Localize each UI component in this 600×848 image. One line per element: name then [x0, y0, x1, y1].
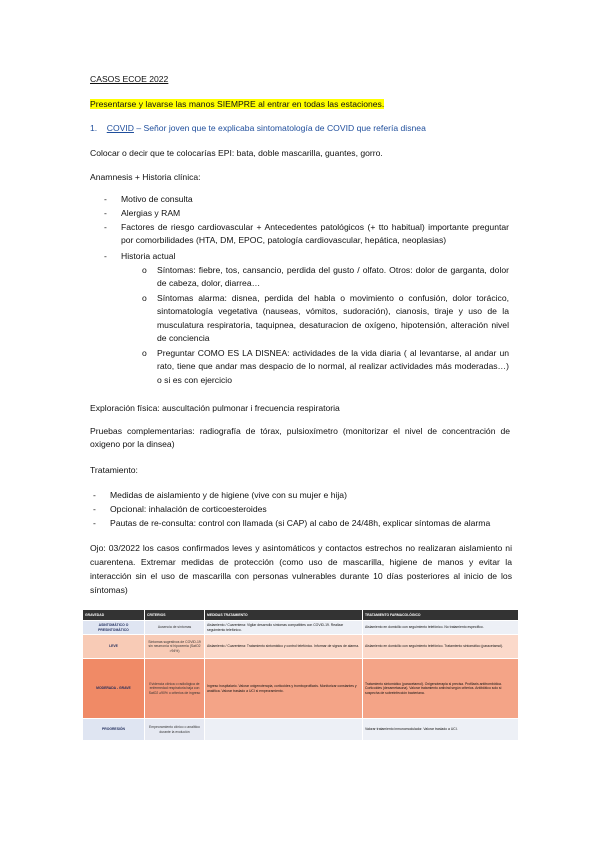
criteria-cell: Síntomas sugestivos de COVID-19 sin neumonía ni hipoxemia (SatO2 >94%)	[145, 635, 205, 659]
table-row	[83, 621, 519, 635]
anamnesis-item: Alergias y RAM	[121, 208, 181, 218]
criteria-cell: Ausencia de síntomas	[145, 621, 205, 635]
tratamiento-item: Pautas de re-consulta: control con llamada (si CAP) al cabo de 24/48h, explicar síntomas de alarma	[110, 518, 491, 528]
pharma-cell: Tratamiento sintomático (paracetamol). Oxigenoterapia si precisa. Profilaxis antitrombótica. Corticoides (dexametasona). Valorar tratamiento antiviral según criterios. Antibiótico solo si sospecha de sobreinfección bacteriana.	[363, 659, 519, 719]
historia-subitem: Síntomas: fiebre, tos, cansancio, perdida del gusto / olfato. Otros: dolor de garganta, dolor de cabeza, dolor, diarrea…	[157, 265, 509, 289]
criteria-cell: Evidencia clínica o radiológica de enfermedad respiratoria baja con SatO2 ≥90% o criterios de ingreso	[145, 659, 205, 719]
table-header-cell: MEDIDAS TRATAMIENTO	[205, 610, 363, 621]
circle-bullet: o	[142, 265, 147, 275]
tratamiento-item: Medidas de aislamiento y de higiene (vive con su mujer e hija)	[110, 490, 347, 500]
intro-line	[90, 98, 384, 111]
doc-title: CASOS ECOE 2022	[90, 74, 169, 84]
severity-cell: LEVE	[83, 635, 145, 659]
anamnesis-item: Motivo de consulta	[121, 194, 193, 204]
severity-cell: MODERADA - GRAVE	[83, 659, 145, 719]
severity-cell: ASINTOMÁTICO O PRESINTOMÁTICO	[83, 621, 145, 635]
table-header-cell: TRATAMIENTO FARMACOLÓGICO	[363, 610, 519, 621]
case-name: COVID	[106, 123, 134, 133]
epi-line: Colocar o decir que te colocarías EPI: bata, doble mascarilla, guantes, gorro.	[90, 148, 383, 158]
dash-bullet: -	[93, 504, 96, 514]
exploracion-line: Exploración física: auscultación pulmonar i frecuencia respiratoria	[90, 403, 340, 413]
dash-bullet: -	[104, 222, 107, 232]
measures-cell: Aislamiento / Cuarentena: Tratamiento sintomático y control telefónico. Informar de signos de alarma.	[205, 635, 363, 659]
table-header-cell: GRAVEDAD	[83, 610, 145, 621]
dash-bullet: -	[104, 251, 107, 261]
table-row	[83, 659, 519, 719]
case-number: 1.	[90, 123, 98, 133]
pharma-cell: Aislamiento en domicilio con seguimiento telefónico. Tratamiento sintomático (paracetamol).	[363, 635, 519, 659]
table-header-cell: CRITERIOS	[145, 610, 205, 621]
circle-bullet: o	[142, 348, 147, 358]
historia-subitem: Síntomas alarma: disnea, perdida del habla o movimiento o confusión, dolor torácico, sintomatología vegetativa (nauseas, vómitos, sudoración), cianosis, tiraje y uso de la musculatura respiratoria, taquipnea, desaturacion de oxígeno, hipotensión, alteración nivel de conciencia	[157, 293, 509, 343]
measures-cell: Ingreso hospitalario. Valorar oxigenoterapia, corticoides y tromboprofilaxis. Monitorizar constantes y analítica. Valorar traslado a UCI si empeoramiento.	[205, 659, 363, 719]
dash-bullet: -	[93, 518, 96, 528]
ojo-note: Ojo: 03/2022 los casos confirmados leves y asintomáticos y contactos estrechos no realizaran aislamiento ni cuarentena. Extremar medidas de protección (como uso de mascarilla, higiene de manos y evitar la interacción sin el uso de mascarilla con personas vulnerables durante 10 días posteriores al inicio de los síntomas)	[90, 543, 512, 595]
criteria-cell: Empeoramiento clínico o analítico durante la evolución	[145, 719, 205, 741]
pharma-cell: Valorar tratamiento inmunomodulador. Valorar traslado a UCI.	[363, 719, 519, 741]
circle-bullet: o	[142, 293, 147, 303]
intro-highlight: Presentarse y lavarse las manos SIEMPRE al entrar en todas las estaciones.	[90, 99, 385, 109]
table-row	[83, 635, 519, 659]
anamnesis-item: Factores de riesgo cardiovascular + Antecedentes patológicos (+ tto habitual) importante preguntar por comorbilidades (HTA, DM, EPOC, patología cardiovascular, hepática, neoplasias)	[121, 222, 509, 246]
measures-cell	[205, 719, 363, 741]
dash-bullet: -	[104, 208, 107, 218]
covid-severity-table	[82, 609, 519, 741]
dash-bullet: -	[104, 194, 107, 204]
pruebas-line: Pruebas complementarias: radiografía de tórax, pulsioxímetro (monitorizar el nivel de concentración de oxigeno por la dinsea)	[90, 426, 510, 450]
tratamiento-item: Opcional: inhalación de corticoesteroides	[110, 504, 267, 514]
pharma-cell: Aislamiento en domicilio con seguimiento telefónico. No tratamiento específico.	[363, 621, 519, 635]
tratamiento-heading: Tratamiento:	[90, 465, 138, 475]
severity-cell: PROGRESIÓN	[83, 719, 145, 741]
table-header-row	[83, 610, 519, 621]
dash-bullet: -	[93, 490, 96, 500]
case-description: – Señor joven que te explicaba sintomatología de COVID que refería disnea	[133, 123, 426, 133]
anamnesis-item: Historia actual	[121, 251, 176, 261]
measures-cell: Aislamiento / Cuarentena: Vigilar desarrollo síntomas compatibles con COVID-19. Realizar seguimiento telefónico.	[205, 621, 363, 635]
table-row	[83, 719, 519, 741]
case-heading	[90, 122, 426, 135]
historia-subitem: Preguntar COMO ES LA DISNEA: actividades de la vida diaria ( al levantarse, al andar un rato, tiene que andar mas despacio de lo normal, al realizar actividades más moderadas…) o si es con ejercicio	[157, 348, 509, 385]
anamnesis-heading: Anamnesis + Historia clínica:	[90, 172, 201, 182]
